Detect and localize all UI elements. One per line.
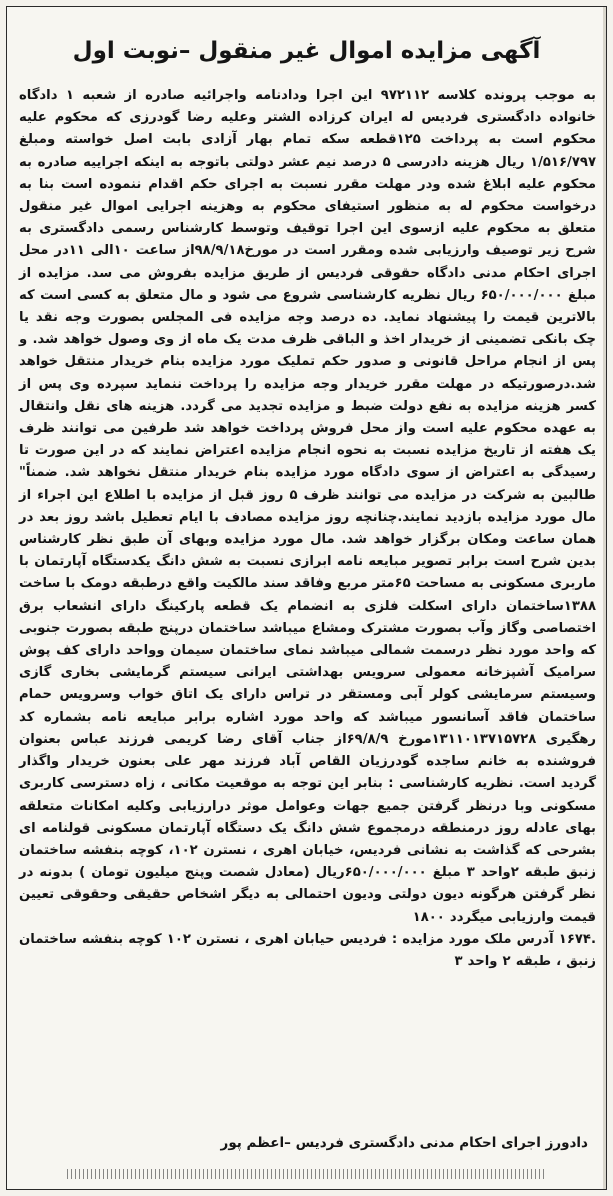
notice-signature: دادورز اجرای احکام مدنی دادگستری فردیس –اعظم پور (220, 1135, 588, 1151)
notice-title: آگهی مزایده اموال غیر منقول –نوبت اول (72, 38, 541, 64)
notice-address-paragraph: .۱۶۷۴ آدرس ملک مورد مزایده : فردیس حیابان اهری ، نسترن ۱۰۲ کوچه بنفشه ساختمان زنبق ، طبقه ۲ واحد ۳ (18, 931, 596, 969)
notice-paragraph: به موجب پرونده کلاسه ۹۷۲۱۱۲ این اجرا ودادنامه واجرائیه صادره از شعبه ۱ دادگاه خانواده دادگستری فردیس له ایران کرزاده الشتر وعلیه رضا گودرزی که محکوم علیه محکوم است به پرداخت ۱۲۵قطعه سکه تمام بهار آزادی بابت اصل خواسته ومبلغ ۱/۵۱۶/۷۹۷ ریال هزینه دادرسی ۵ درصد نیم عشر دولتی باتوجه به اینکه اجراییه صادره به محکوم علیه ابلاغ شده ودر مهلت مقرر نسبت به اجرای حکم اقدام ننموده است بنا به درخواست محکوم له به منظور استیفای محکوم به وهزینه اجرایی اموال غیر منقول متعلق به محکوم علیه ازسوی این اجرا توقیف وتوسط کارشناس رسمی دادگستری به شرح زیر توصیف وارزیابی شده ومقرر است در مورخ۹۸/۹/۱۸از ساعت ۱۰الی ۱۱در محل اجرای احکام مدنی دادگاه حقوقی فردیس از طریق مزایده بفروش می سد. مزایده از مبلغ ۶۵۰/۰۰۰/۰۰۰ ریال نظریه کارشناسی شروع می شود و مال متعلق به کسی است که بالاترین قیمت را پیشنهاد نماید. ده درصد وجه مزایده فی المجلس بصورت وجه نقد یا چک بانکی تضمینی از خریدار اخذ و الباقی ظرف مدت یک ماه از وی وصول خواهد شد. و پس از انجام مراحل قانونی و صدور حکم تملیک مورد مزایده بنام خریدار منتقل خواهد شد.درصورتیکه در مهلت مقرر خریدار وجه مزایده را پرداخت ننماید سپرده وی پس از کسر هزینه مزایده به نفع دولت ضبط و مزایده تجدید می گردد. هزینه های نقل وانتقال به عهده محکوم علیه است واز محل فروش پرداخت خواهد شد طرفین می توانند ظرف یک هفته از تاریخ مزایده نسبت به نحوه انجام مزایده اعتراض نمایند که در این صورت تا رسیدگی به اعتراض از سوی دادگاه مورد مزایده بنام خریدار منتقل نخواهد شد. ضمناً" طالبین به شرکت در مزایده می توانند ظرف ۵ روز قبل از مزایده با اطلاع این اجراء از مال مورد مزایده بازدید نمایند.چنانچه روز مزایده مصادف با ایام تعطیل باشد روز بعد در همان ساعت ومکان برگزار خواهد شد. مال مورد مزایده وبهای آن طبق نظر کارشناس بدین شرح است برابر تصویر مبایعه نامه ابرازی نسبت به شش دانگ یکدستگاه آپارتمان با ماربری مسکونی به مساحت ۶۵متر مربع وفاقد سند مالکیت واقع درطبقه دومک با ساخت ۱۳۸۸ساختمان دارای اسکلت فلزی به انضمام یک قطعه پارکینگ دارای انشعاب برق اختصاصی وگاز وآب بصورت مشترک ومشاع میباشد ساختمان درپنج طبقه بصورت جنوبی که واحد مورد نظر درسمت شمالی میباشد نمای ساختمان سیمان وواحد دارای کف پوش سرامیک آشپزخانه معمولی سرویس بهداشتی ایرانی سیستم گرمایشی بخاری گازی وسیستم سرمایشی کولر آبی ومستقر در تراس دارای یک اتاق خواب وسرویس حمام ساختمان فاقد آسانسور میباشد که واحد مورد اشاره برابر مبایعه نامه بشماره کد رهگیری ۱۳۱۱۰۱۳۷۱۵۷۲۸مورخ ۶۹/۸/۹از جناب آقای رضا کریمی فرزند عباس بعنوان فروشنده به خانم ساجده گودرزیان القاص آباد فرزند مهر علی بعنون خریدار واگذار گردید است. نظریه کارشناسی : بنابر این توجه به موقعیت مکانی ، زاه دسترسی کاربری مسکونی وبا درنظر گرفتن جمیع جهات وعوامل موثر درارزیابی وکلیه امکانات متعلقه بهای عادله روز درمنطقه درمجموع شش دانگ یک دستگاه آپارتمان مسکونی قولنامه ای بشرحی که گذاشت به نشانی فردیس، خیابان اهری ، نسترن ۱۰۲، کوچه بنفشه ساختمان زنبق طبقه ۲واحد ۳ مبلغ ۶۵۰/۰۰۰/۰۰۰ریال (معادل شصت وپنج میلیون تومان ) بدونه در نظر گرفتن هرگونه دیون دولتی ودیون احتمالی به دیگر اشخاص حقیقی وحقوقی تعیین قیمت وارزیابی میگردد ۱۸۰۰ (19, 88, 596, 925)
notice-body (19, 85, 596, 973)
bottom-divider (67, 1169, 546, 1179)
scan-edge (603, 7, 606, 1189)
newspaper-clipping (6, 6, 607, 1190)
